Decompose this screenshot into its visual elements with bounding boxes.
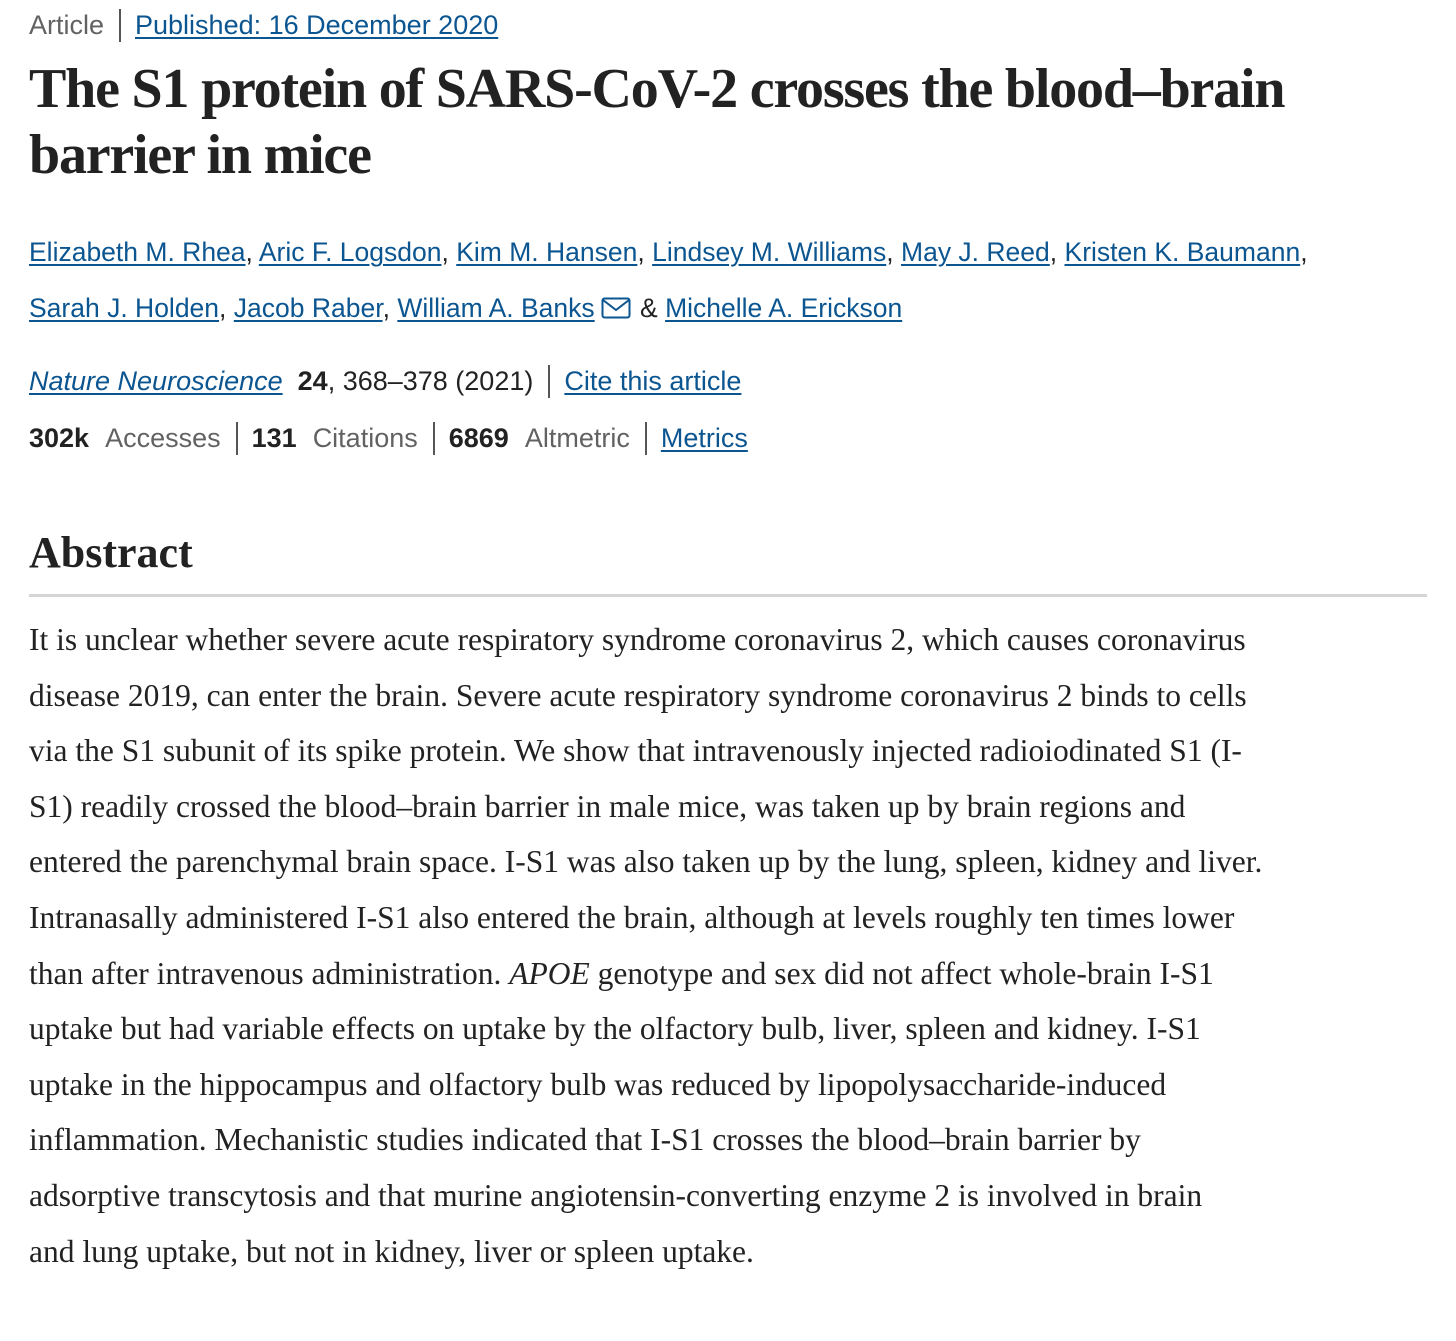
author-separator: , — [1049, 237, 1058, 267]
gene-name-apoe: APOE — [509, 955, 590, 991]
altmetric-label: Altmetric — [524, 422, 630, 453]
mail-icon[interactable] — [601, 282, 631, 338]
abstract-line: via the S1 subunit of its spike protein. We show that intravenously injected radioiodinated S1 (I- — [29, 733, 1242, 769]
journal-link[interactable]: Nature Neuroscience — [29, 365, 283, 396]
abstract-line: It is unclear whether severe acute respiratory syndrome coronavirus 2, which causes coronavirus — [29, 622, 1246, 657]
article-type: Article — [29, 9, 105, 40]
abstract-line-start: than after intravenous administration. — [29, 955, 510, 991]
abstract-line: uptake in the hippocampus and olfactory bulb was reduced by lipopolysaccharide-induced — [29, 1066, 1167, 1102]
author-link[interactable]: Aric F. Logsdon — [258, 237, 442, 267]
abstract-line: Intranasally administered I-S1 also entered the brain, although at levels roughly ten times lower — [29, 899, 1235, 935]
abstract-line: and lung uptake, but not in kidney, liver or spleen uptake. — [29, 1233, 754, 1269]
author-link[interactable]: William A. Banks — [397, 293, 595, 323]
author-link[interactable]: Kim M. Hansen — [456, 237, 638, 267]
article-title: The S1 protein of SARS-CoV-2 crosses the blood–brain barrier in mice — [29, 58, 1285, 186]
abstract-line: adsorptive transcytosis and that murine angiotensin-converting enzyme 2 is involved in brain — [29, 1177, 1203, 1213]
published-date-link[interactable]: Published: 16 December 2020 — [135, 9, 499, 40]
author-separator: , — [886, 237, 894, 267]
journal-pages-year: , 368–378 (2021) — [327, 365, 534, 396]
cite-article-link[interactable]: Cite this article — [564, 365, 742, 396]
altmetric-score: 6869 — [448, 422, 509, 453]
author-link[interactable]: Lindsey M. Williams — [652, 237, 887, 267]
author-separator: , — [219, 293, 227, 323]
section-divider — [29, 594, 1427, 597]
divider — [236, 422, 238, 455]
citations-count: 131 — [251, 422, 297, 453]
author-link[interactable]: May J. Reed — [901, 237, 1050, 267]
accesses-label: Accesses — [105, 422, 221, 453]
abstract-text — [29, 612, 1427, 1279]
author-link[interactable]: Sarah J. Holden — [29, 293, 220, 323]
accesses-count: 302k — [29, 422, 90, 453]
author-separator: , — [382, 293, 390, 323]
author-link[interactable]: Michelle A. Erickson — [665, 293, 903, 323]
article-meta — [29, 8, 498, 42]
article-metrics — [29, 419, 748, 457]
author-link[interactable]: Elizabeth M. Rhea — [29, 237, 246, 267]
author-link[interactable]: Jacob Raber — [233, 293, 383, 323]
metrics-link[interactable]: Metrics — [660, 422, 748, 453]
divider — [433, 422, 435, 455]
author-link[interactable]: Kristen K. Baumann — [1064, 237, 1301, 267]
abstract-line — [29, 946, 1427, 1002]
journal-info — [29, 362, 741, 400]
author-list — [29, 224, 1427, 338]
divider — [645, 422, 647, 455]
abstract-line: entered the parenchymal brain space. I-S1 was also taken up by the lung, spleen, kidney and liver. — [29, 844, 1263, 880]
abstract-line: inflammation. Mechanistic studies indicated that I-S1 crosses the blood–brain barrier by — [29, 1122, 1141, 1158]
author-ampersand: & — [640, 293, 658, 323]
author-separator: , — [1300, 237, 1308, 267]
author-separator: , — [441, 237, 449, 267]
abstract-line: disease 2019, can enter the brain. Severe acute respiratory syndrome coronavirus 2 binds to cells — [29, 677, 1247, 713]
divider — [548, 365, 550, 398]
abstract-heading: Abstract — [29, 528, 193, 577]
abstract-line: uptake but had variable effects on uptake by the olfactory bulb, liver, spleen and kidney. I-S1 — [29, 1011, 1201, 1047]
author-separator: , — [245, 237, 253, 267]
abstract-line-rest: genotype and sex did not affect whole-brain I-S1 — [589, 955, 1214, 991]
divider — [119, 9, 121, 42]
author-separator: , — [637, 237, 645, 267]
citations-label: Citations — [312, 422, 418, 453]
abstract-line: S1) readily crossed the blood–brain barrier in male mice, was taken up by brain regions and — [29, 788, 1186, 824]
journal-volume: 24 — [297, 365, 328, 396]
